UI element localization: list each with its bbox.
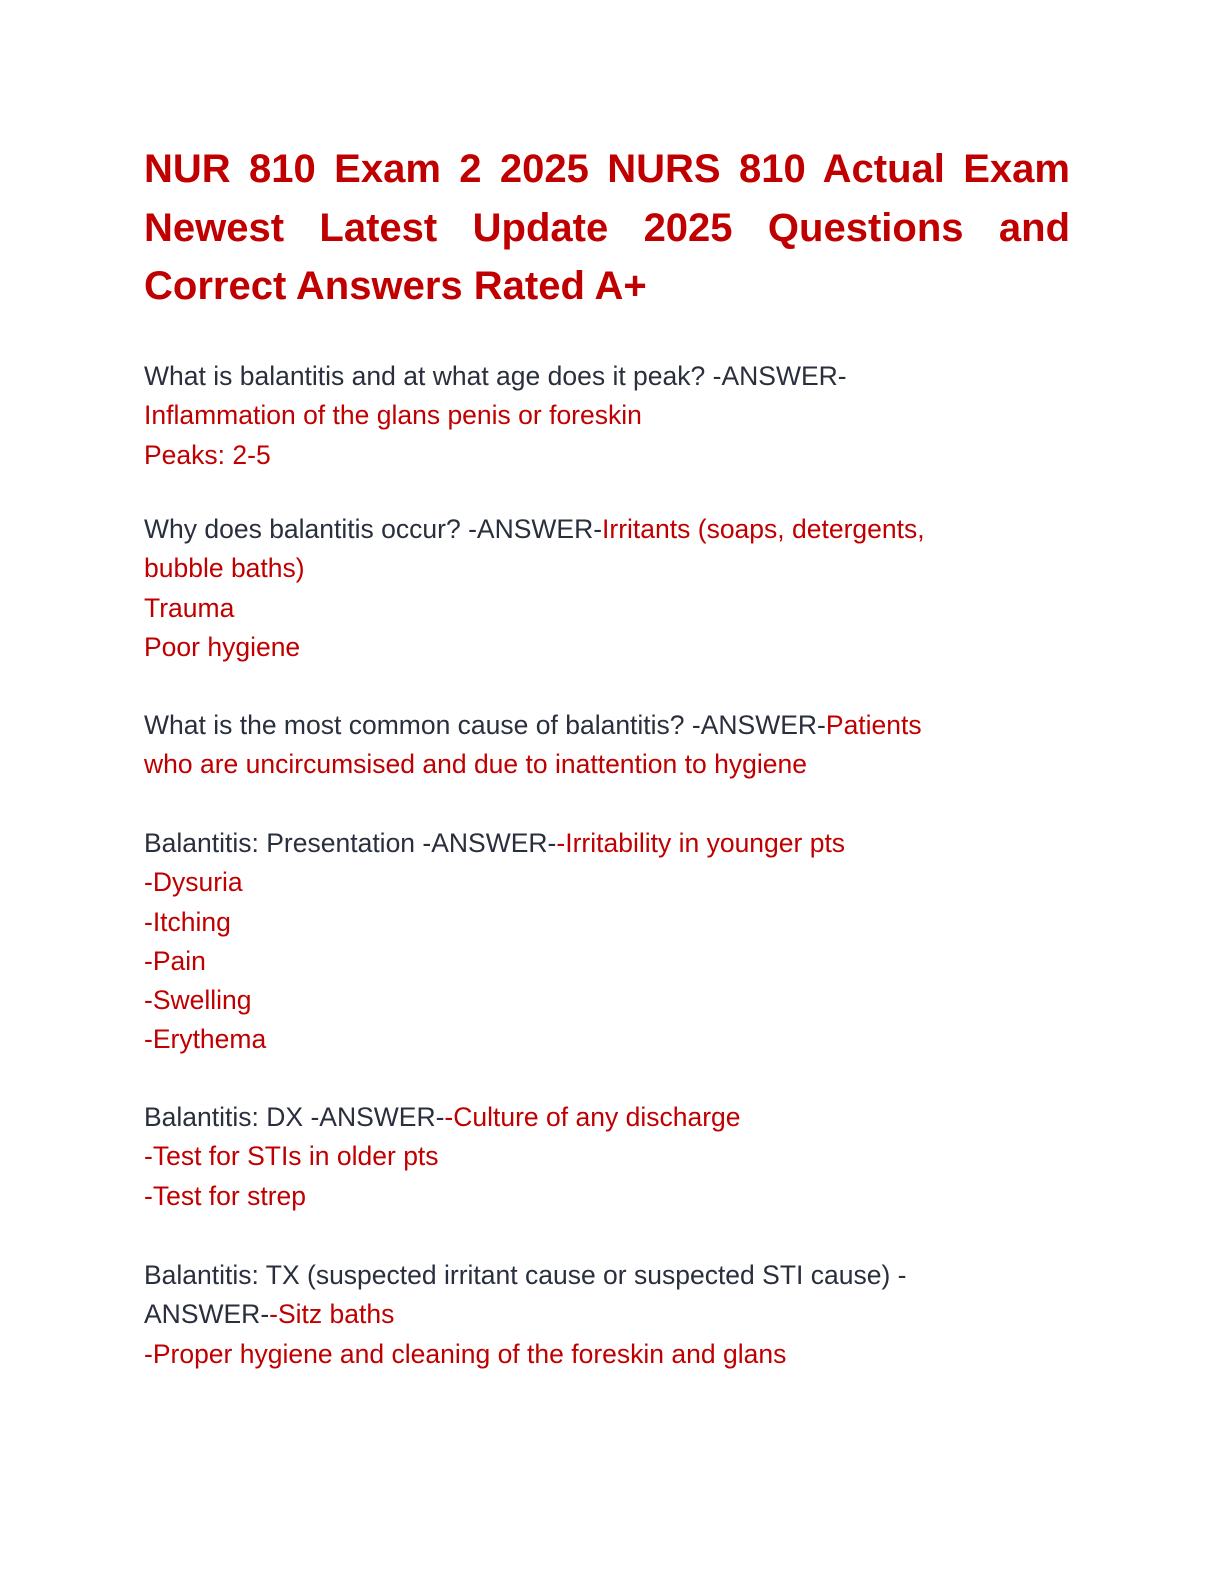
answer-text: Trauma <box>144 592 235 623</box>
qa-line <box>144 357 1084 396</box>
answer-text: Irritants (soaps, detergents, <box>602 514 925 544</box>
qa-item-balantitis-cause <box>144 510 1084 667</box>
answer-marker: -ANSWER- <box>712 361 847 391</box>
qa-item-balantitis-tx <box>144 1256 1084 1374</box>
answer-text: -Culture of any discharge <box>444 1102 741 1132</box>
question-text: Balantitis: TX (suspected irritant cause or suspected STI cause) - <box>144 1260 907 1290</box>
question-text: Balantitis: Presentation <box>144 828 416 858</box>
answer-marker: -ANSWER- <box>468 514 603 544</box>
answer-text: -Itching <box>144 906 231 937</box>
answer-marker: -ANSWER- <box>691 710 826 740</box>
answer-text: -Test for strep <box>144 1180 306 1211</box>
question-text: What is the most common cause of balantitis? <box>144 710 685 740</box>
answer-text: Inflammation of the glans penis or foreskin <box>144 400 642 431</box>
answer-text: -Sitz baths <box>269 1299 395 1330</box>
answer-text: bubble baths) <box>144 553 305 584</box>
answer-text: -Swelling <box>144 985 252 1016</box>
answer-text: -Dysuria <box>144 867 243 898</box>
answer-marker: -ANSWER- <box>310 1102 445 1132</box>
answer-text: -Pain <box>144 945 206 976</box>
qa-line <box>144 824 1084 863</box>
answer-marker: ANSWER- <box>144 1299 270 1330</box>
answer-text: Poor hygiene <box>144 631 301 662</box>
answer-text: -Erythema <box>144 1024 267 1055</box>
qa-line <box>144 1098 1084 1137</box>
qa-item-balantitis-presentation <box>144 824 1084 1060</box>
question-text: What is balantitis and at what age does it peak? <box>144 361 706 391</box>
answer-text: who are uncircumsised and due to inattention to hygiene <box>144 749 807 780</box>
qa-item-balantitis-dx <box>144 1098 1084 1216</box>
qa-item-balantitis-definition <box>144 357 1084 475</box>
qa-line <box>144 510 1084 549</box>
answer-text: -Proper hygiene and cleaning of the foreskin and glans <box>144 1338 787 1369</box>
question-text: Why does balantitis occur? <box>144 514 461 544</box>
qa-item-balantitis-common-cause <box>144 706 1084 785</box>
answer-text: -Test for STIs in older pts <box>144 1141 439 1172</box>
answer-marker: -ANSWER- <box>422 828 557 858</box>
qa-line <box>144 1295 1084 1334</box>
document-title: NUR 810 Exam 2 2025 NURS 810 Actual Exam Newest Latest Update 2025 Questions and Correct Answers Rated A+ <box>144 147 1070 308</box>
answer-text: Peaks: 2-5 <box>144 439 271 470</box>
answer-text: Patients <box>825 710 922 740</box>
question-text: Balantitis: DX <box>144 1102 304 1132</box>
qa-line <box>144 706 1084 745</box>
answer-text: -Irritability in younger pts <box>556 828 846 858</box>
